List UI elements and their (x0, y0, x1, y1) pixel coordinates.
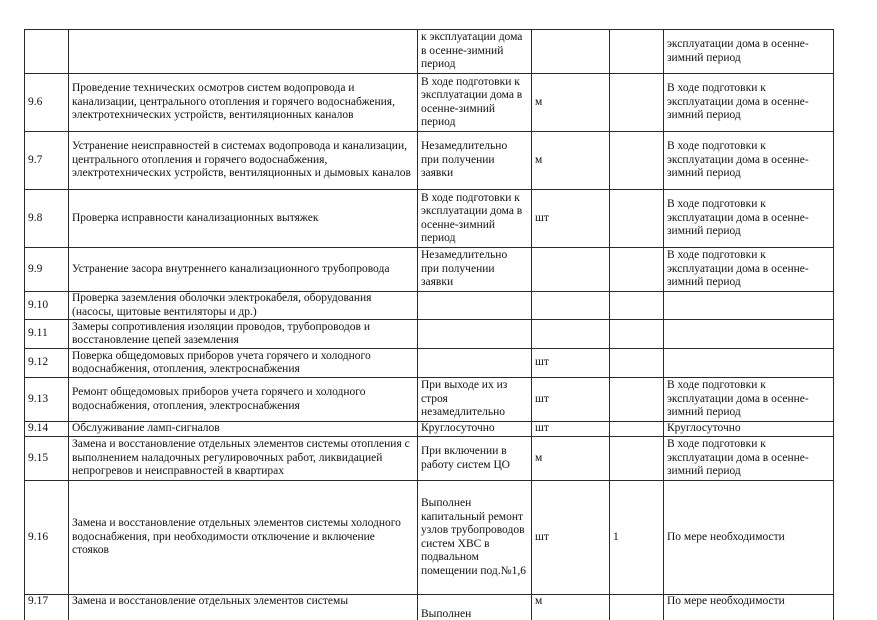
work-name: Проверка заземления оболочки электрокабеля, оборудования (насосы, щитовые вентиляторы и др.) (69, 292, 418, 320)
row-number: 9.10 (25, 292, 69, 320)
deadline: В ходе подготовки к эксплуатации дома в осенне-зимний период (664, 190, 834, 248)
work-name: Ремонт общедомовых приборов учета горячего и холодного водоснабжения, отопления, электроснабжения (69, 378, 418, 422)
work-period: В ходе подготовки к эксплуатации дома в осенне-зимний период (418, 190, 532, 248)
table-row (25, 320, 834, 349)
table-row (25, 132, 834, 190)
work-name: Проверка исправности канализационных вытяжек (69, 190, 418, 248)
unit: шт (532, 378, 610, 422)
deadline: По мере необходимости (664, 481, 834, 595)
quantity (610, 320, 664, 349)
table-row (25, 30, 834, 74)
table-row (25, 595, 834, 620)
table-row (25, 292, 834, 320)
work-period: При включении в работу систем ЦО (418, 437, 532, 481)
deadline (664, 292, 834, 320)
row-number: 9.9 (25, 248, 69, 292)
quantity (610, 378, 664, 422)
table-row (25, 190, 834, 248)
deadline: В ходе подготовки к эксплуатации дома в осенне-зимний период (664, 378, 834, 422)
table-row (25, 481, 834, 595)
work-name: Замеры сопротивления изоляции проводов, трубопроводов и восстановление цепей заземления (69, 320, 418, 349)
work-name: Устранение неисправностей в системах водопровода и канализации, центрального отопления и горячего водоснабжения, электротехнических устройств, вентиляционных и дымовых каналов (69, 132, 418, 190)
quantity (610, 248, 664, 292)
work-period: к эксплуатации дома в осенне-зимний период (418, 30, 532, 74)
quantity (610, 30, 664, 74)
quantity (610, 595, 664, 620)
unit (532, 320, 610, 349)
deadline (664, 349, 834, 378)
work-name: Устранение засора внутреннего канализационного трубопровода (69, 248, 418, 292)
work-period: Выполнен капитальный ремонт узлов трубопроводов систем ХВС в подвальном помещении под.№1,6 (418, 481, 532, 595)
unit: шт (532, 481, 610, 595)
quantity (610, 190, 664, 248)
work-name (69, 30, 418, 74)
quantity (610, 422, 664, 437)
deadline: Круглосуточно (664, 422, 834, 437)
unit: м (532, 74, 610, 132)
deadline: В ходе подготовки к эксплуатации дома в осенне-зимний период (664, 74, 834, 132)
row-number: 9.11 (25, 320, 69, 349)
table-row (25, 422, 834, 437)
work-period: Круглосуточно (418, 422, 532, 437)
unit (532, 30, 610, 74)
table-row (25, 74, 834, 132)
work-period: Выполнен (418, 595, 532, 620)
work-period: Незамедлительно при получении заявки (418, 248, 532, 292)
quantity (610, 349, 664, 378)
table-row (25, 248, 834, 292)
row-number: 9.15 (25, 437, 69, 481)
unit: шт (532, 349, 610, 378)
work-period (418, 349, 532, 378)
row-number: 9.16 (25, 481, 69, 595)
row-number: 9.17 (25, 595, 69, 620)
unit: м (532, 132, 610, 190)
deadline: В ходе подготовки к эксплуатации дома в осенне-зимний период (664, 248, 834, 292)
table-row (25, 349, 834, 378)
unit: шт (532, 190, 610, 248)
deadline: В ходе подготовки к эксплуатации дома в осенне-зимний период (664, 437, 834, 481)
quantity (610, 132, 664, 190)
work-period: При выходе их из строя незамедлительно (418, 378, 532, 422)
table-row (25, 378, 834, 422)
unit: шт (532, 422, 610, 437)
row-number: 9.13 (25, 378, 69, 422)
work-period (418, 292, 532, 320)
deadline (664, 320, 834, 349)
quantity: 1 (610, 481, 664, 595)
deadline: По мере необходимости (664, 595, 834, 620)
table-row (25, 437, 834, 481)
work-period: В ходе подготовки к эксплуатации дома в осенне-зимний период (418, 74, 532, 132)
work-period (418, 320, 532, 349)
row-number: 9.14 (25, 422, 69, 437)
work-name: Замена и восстановление отдельных элементов системы холодного водоснабжения, при необходимости отключение и включение стояков (69, 481, 418, 595)
deadline: эксплуатации дома в осенне-зимний период (664, 30, 834, 74)
unit (532, 248, 610, 292)
quantity (610, 292, 664, 320)
quantity (610, 74, 664, 132)
unit (532, 292, 610, 320)
row-number: 9.12 (25, 349, 69, 378)
work-name: Проведение технических осмотров систем водопровода и канализации, центрального отопления и горячего водоснабжения, электротехнических устройств, вентиляционных каналов (69, 74, 418, 132)
unit: м (532, 595, 610, 620)
row-number (25, 30, 69, 74)
unit: м (532, 437, 610, 481)
work-name: Замена и восстановление отдельных элементов системы (69, 595, 418, 620)
work-name: Поверка общедомовых приборов учета горячего и холодного водоснабжения, отопления, электроснабжения (69, 349, 418, 378)
deadline: В ходе подготовки к эксплуатации дома в осенне-зимний период (664, 132, 834, 190)
work-period: Незамедлительно при получении заявки (418, 132, 532, 190)
work-name: Замена и восстановление отдельных элементов системы отопления с выполнением наладочных регулировочных работ, ликвидацией непрогревов и неисправностей в квартирах (69, 437, 418, 481)
works-table (24, 29, 834, 620)
quantity (610, 437, 664, 481)
row-number: 9.6 (25, 74, 69, 132)
row-number: 9.8 (25, 190, 69, 248)
row-number: 9.7 (25, 132, 69, 190)
work-name: Обслуживание ламп-сигналов (69, 422, 418, 437)
